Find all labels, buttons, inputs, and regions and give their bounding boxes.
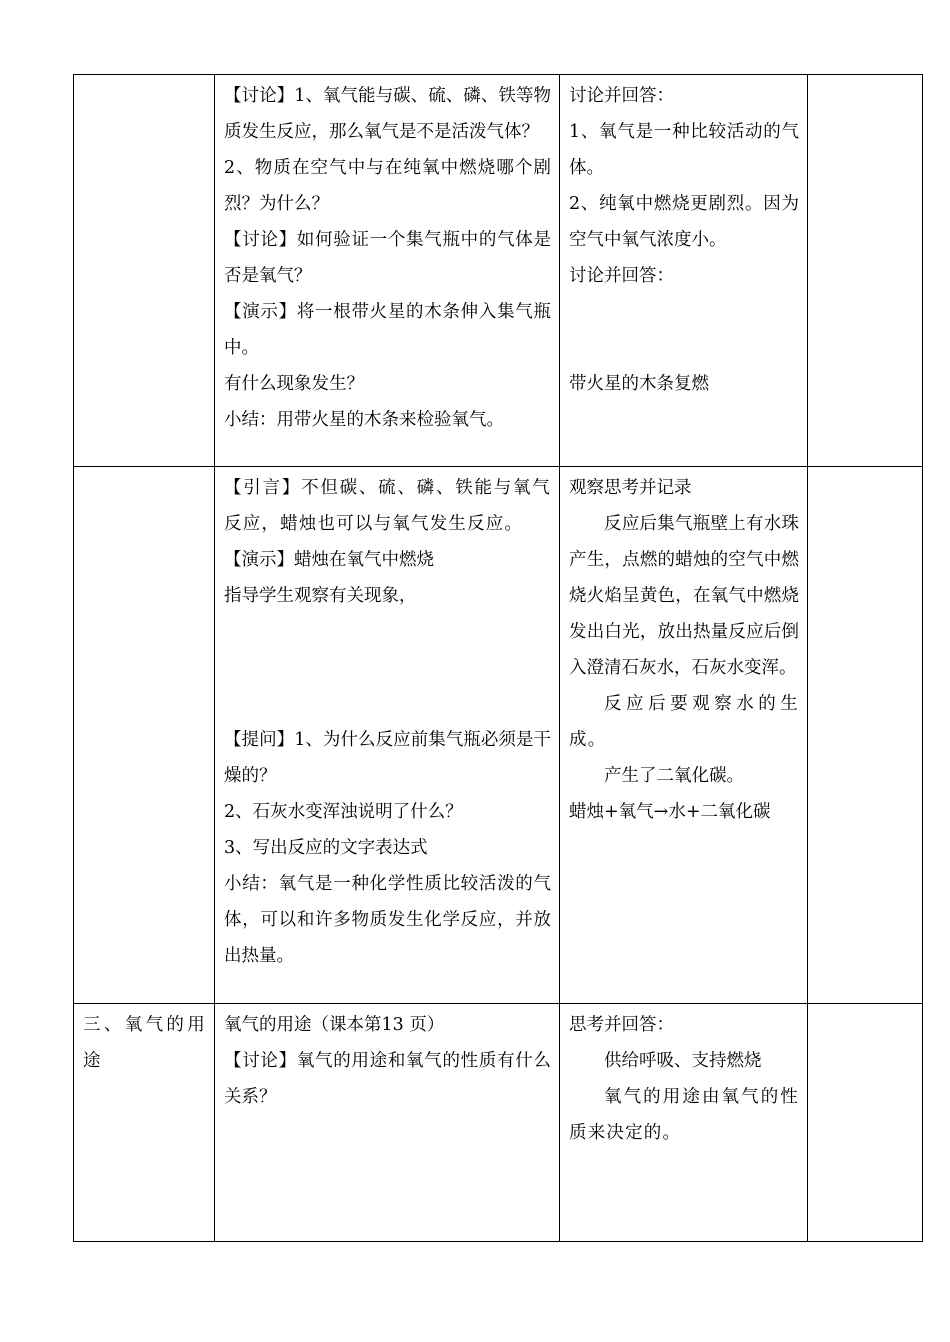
stage-title: 三、氧气的用途 xyxy=(83,1015,206,1071)
student-activity-cell xyxy=(560,75,808,467)
uses-heading: 氧气的用途（课本第13 页） xyxy=(224,1015,445,1035)
question-2: 2、物质在空气中与在纯氧中燃烧哪个剧烈？为什么？ xyxy=(224,158,551,214)
student-label: 讨论并回答： xyxy=(569,86,674,106)
demonstration: 【演示】将一根带火星的木条伸入集气瓶中。 xyxy=(224,302,551,358)
guidance: 指导学生观察有关现象， xyxy=(224,586,417,606)
table-row xyxy=(74,75,923,467)
discussion: 【讨论】氧气的用途和氧气的性质有什么关系？ xyxy=(224,1051,551,1107)
student-activity-cell xyxy=(560,467,808,1004)
lesson-plan-table xyxy=(73,74,923,1242)
stage-cell xyxy=(74,1004,215,1242)
summary: 小结：用带火星的木条来检验氧气。 xyxy=(224,410,504,430)
observation: 反应后集气瓶壁上有水珠产生，点燃的蜡烛的空气中燃烧火焰呈黄色，在氧气中燃烧发出白光，放出热量反应后倒入澄清石灰水，石灰水变浑。 xyxy=(569,514,799,678)
teacher-activity-cell xyxy=(215,467,560,1004)
student-label-2: 讨论并回答： xyxy=(569,266,674,286)
stage-cell xyxy=(74,75,215,467)
answer-uses: 供给呼吸、支持燃烧 xyxy=(604,1051,762,1071)
observation-co2: 产生了二氧化碳。 xyxy=(604,766,744,786)
teacher-activity-cell xyxy=(215,1004,560,1242)
question-phenomenon: 有什么现象发生？ xyxy=(224,374,364,394)
student-label: 观察思考并记录 xyxy=(569,478,692,498)
table-row xyxy=(74,1004,923,1242)
observation-water: 反应后要观察水的生成。 xyxy=(569,694,799,750)
table-row xyxy=(74,467,923,1004)
question-1: 【提问】1、为什么反应前集气瓶必须是干燥的？ xyxy=(224,730,551,786)
stage-cell xyxy=(74,467,215,1004)
student-label: 思考并回答： xyxy=(569,1015,674,1035)
answer-1: 1、氧气是一种比较活动的气体。 xyxy=(569,122,799,178)
discussion-1: 【讨论】1、氧气能与碳、硫、磷、铁等物质发生反应，那么氧气是不是活泼气体？ xyxy=(224,86,551,142)
word-equation: 蜡烛+氧气→水+二氧化碳 xyxy=(569,802,771,822)
question-2: 2、石灰水变浑浊说明了什么？ xyxy=(224,802,463,822)
student-activity-cell xyxy=(560,1004,808,1242)
discussion-verify: 【讨论】如何验证一个集气瓶中的气体是否是氧气？ xyxy=(224,230,551,286)
answer-2: 2、纯氧中燃烧更剧烈。因为空气中氧气浓度小。 xyxy=(569,194,799,250)
notes-cell xyxy=(808,1004,923,1242)
answer-ember: 带火星的木条复燃 xyxy=(569,374,709,394)
answer-relation: 氧气的用途由氧气的性质来决定的。 xyxy=(569,1087,799,1143)
notes-cell xyxy=(808,467,923,1004)
notes-cell xyxy=(808,75,923,467)
question-3: 3、写出反应的文字表达式 xyxy=(224,838,428,858)
demonstration: 【演示】蜡烛在氧气中燃烧 xyxy=(224,550,434,570)
introduction: 【引言】不但碳、硫、磷、铁能与氧气反应，蜡烛也可以与氧气发生反应。 xyxy=(224,478,551,534)
teacher-activity-cell xyxy=(215,75,560,467)
summary: 小结：氧气是一种化学性质比较活泼的气体，可以和许多物质发生化学反应，并放出热量。 xyxy=(224,874,551,966)
